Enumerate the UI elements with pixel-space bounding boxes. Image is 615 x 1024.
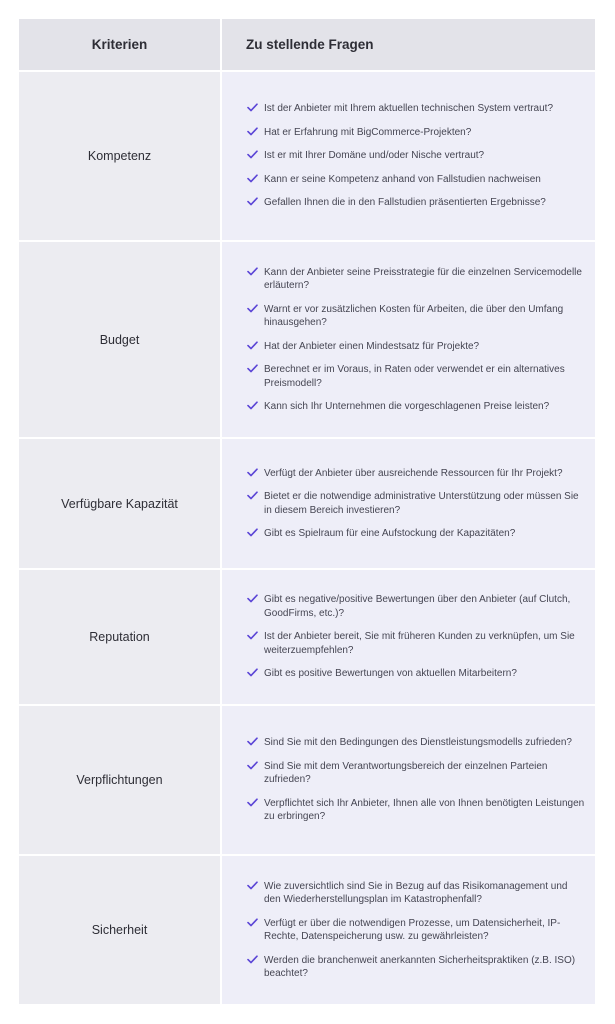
checkmark-icon [247, 303, 264, 313]
header-criteria: Kriterien [19, 19, 220, 70]
checkmark-icon [247, 266, 264, 276]
question-text: Warnt er vor zusätzlichen Kosten für Arbeiten, die über den Umfang hinausgehen? [264, 303, 564, 328]
checkmark-icon [247, 527, 264, 537]
question-text: Gefallen Ihnen die in den Fallstudien präsentierten Ergebnisse? [264, 197, 546, 209]
header-questions: Zu stellende Fragen [222, 19, 595, 70]
question-text: Sind Sie mit dem Verantwortungsbereich der einzelnen Parteien zufrieden? [264, 760, 548, 786]
criteria-table [19, 19, 595, 1004]
checkmark-icon [247, 173, 264, 183]
criterion-cell: Budget [19, 242, 220, 437]
questions-cell [222, 439, 595, 568]
question-text: Ist der Anbieter mit Ihrem aktuellen technischen System vertraut? [264, 103, 554, 115]
checkmark-icon [247, 490, 264, 500]
question-text: Verfügt der Anbieter über ausreichende Ressourcen für Ihr Projekt? [264, 467, 563, 479]
question-text: Ist er mit Ihrer Domäne und/oder Nische vertraut? [264, 150, 485, 162]
question-item [247, 630, 585, 657]
question-text: Verpflichtet sich Ihr Anbieter, Ihnen alle von Ihnen benötigten Leistungen zu erbringen? [264, 797, 585, 823]
question-item [247, 102, 585, 116]
criterion-cell: Verpflichtungen [19, 706, 220, 854]
checkmark-icon [247, 667, 264, 677]
question-item [247, 736, 585, 750]
checkmark-icon [247, 736, 264, 746]
checkmark-icon [247, 880, 264, 890]
checkmark-icon [247, 340, 264, 350]
checkmark-icon [247, 917, 264, 927]
questions-cell [222, 570, 595, 704]
checkmark-icon [247, 363, 264, 373]
question-item [247, 400, 585, 414]
question-text: Werden die branchenweit anerkannten Sicherheitspraktiken (z.B. ISO) beachtet? [264, 954, 576, 979]
question-text: Gibt es negative/positive Bewertungen über den Anbieter (auf Clutch, GoodFirms, etc.)? [264, 594, 571, 619]
question-text: Hat er Erfahrung mit BigCommerce-Projekten? [264, 126, 472, 138]
question-item [247, 593, 585, 620]
question-item [247, 196, 585, 210]
checkmark-icon [247, 126, 264, 136]
checkmark-icon [247, 630, 264, 640]
question-item [247, 490, 585, 517]
question-item [247, 760, 585, 787]
question-item [247, 266, 585, 293]
question-item [247, 149, 585, 163]
criterion-cell: Reputation [19, 570, 220, 704]
question-text: Ist der Anbieter bereit, Sie mit früheren Kunden zu verknüpfen, um Sie weiterzuempfehlen? [264, 631, 575, 656]
question-item [247, 527, 585, 541]
question-item [247, 303, 585, 330]
checkmark-icon [247, 467, 264, 477]
question-item [247, 880, 585, 907]
question-text: Hat der Anbieter einen Mindestsatz für Projekte? [264, 340, 480, 352]
checkmark-icon [247, 102, 264, 112]
question-item [247, 917, 585, 944]
question-item [247, 126, 585, 140]
question-item [247, 173, 585, 187]
question-text: Gibt es positive Bewertungen von aktuellen Mitarbeitern? [264, 668, 517, 680]
question-item [247, 467, 585, 481]
question-item [247, 667, 585, 681]
questions-cell [222, 242, 595, 437]
checkmark-icon [247, 196, 264, 206]
criterion-cell: Kompetenz [19, 72, 220, 240]
checkmark-icon [247, 400, 264, 410]
question-text: Berechnet er im Voraus, in Raten oder verwendet er ein alternatives Preismodell? [264, 364, 565, 389]
question-item [247, 954, 585, 981]
question-item [247, 340, 585, 354]
question-text: Bietet er die notwendige administrative Unterstützung oder müssen Sie in diesem Bereich investieren? [264, 491, 579, 516]
question-text: Gibt es Spielraum für eine Aufstockung der Kapazitäten? [264, 528, 516, 539]
checkmark-icon [247, 149, 264, 159]
checkmark-icon [247, 760, 264, 770]
criterion-cell: Verfügbare Kapazität [19, 439, 220, 568]
criterion-cell: Sicherheit [19, 856, 220, 1004]
question-item [247, 363, 585, 390]
question-text: Kann sich Ihr Unternehmen die vorgeschlagenen Preise leisten? [264, 401, 550, 412]
question-text: Verfügt er über die notwendigen Prozesse, um Datensicherheit, IP-Rechte, Datenspeicherung usw. zu gewährleisten? [264, 917, 561, 942]
checkmark-icon [247, 797, 264, 807]
question-text: Sind Sie mit den Bedingungen des Dienstleistungsmodells zufrieden? [264, 737, 572, 749]
question-text: Kann er seine Kompetenz anhand von Fallstudien nachweisen [264, 173, 541, 185]
question-text: Wie zuversichtlich sind Sie in Bezug auf das Risikomanagement und den Wiederherstellungsplan im Katastrophenfall? [264, 880, 568, 905]
questions-cell [222, 706, 595, 854]
checkmark-icon [247, 593, 264, 603]
questions-cell [222, 72, 595, 240]
questions-cell [222, 856, 595, 1004]
checkmark-icon [247, 954, 264, 964]
question-text: Kann der Anbieter seine Preisstrategie für die einzelnen Servicemodelle erläutern? [264, 266, 582, 291]
question-item [247, 797, 585, 824]
